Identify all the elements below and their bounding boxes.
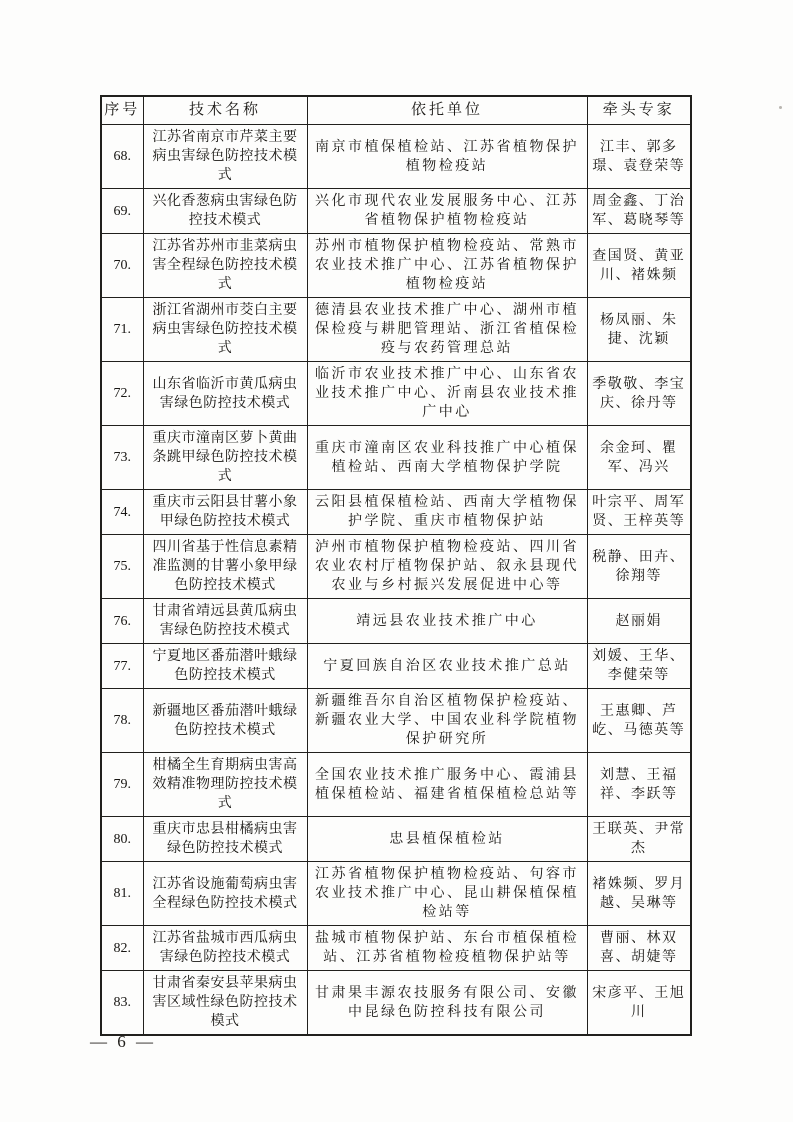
table-row — [101, 689, 691, 753]
table-row — [101, 926, 691, 971]
unit-cell: 德清县农业技术推广中心、湖州市植保检疫与耕肥管理站、浙江省植保检疫与农药管理总站 — [307, 298, 587, 362]
row-index-cell: 81. — [101, 862, 143, 926]
row-index-cell: 79. — [101, 753, 143, 817]
unit-cell: 泸州市植物保护植物检疫站、四川省农业农村厅植物保护站、叙永县现代农业与乡村振兴发展促进中心等 — [307, 535, 587, 599]
tech-name-cell: 重庆市云阳县甘薯小象甲绿色防控技术模式 — [143, 490, 307, 535]
table-row — [101, 753, 691, 817]
experts-cell: 江丰、郭多璟、袁登荣等 — [587, 125, 691, 189]
header-unit: 依托单位 — [307, 96, 587, 125]
experts-cell: 赵丽娟 — [587, 599, 691, 644]
table-row — [101, 362, 691, 426]
unit-cell: 云阳县植保植检站、西南大学植物保护学院、重庆市植物保护站 — [307, 490, 587, 535]
technology-roster-table — [100, 95, 692, 1036]
unit-cell: 南京市植保植检站、江苏省植物保护植物检疫站 — [307, 125, 587, 189]
unit-cell: 甘肃果丰源农技服务有限公司、安徽中昆绿色防控科技有限公司 — [307, 971, 587, 1036]
row-index-cell: 69. — [101, 189, 143, 234]
experts-cell: 褚姝频、罗月越、吴琳等 — [587, 862, 691, 926]
table-row — [101, 490, 691, 535]
unit-cell: 宁夏回族自治区农业技术推广总站 — [307, 644, 587, 689]
experts-cell: 周金鑫、丁治军、葛晓琴等 — [587, 189, 691, 234]
row-index-cell: 70. — [101, 234, 143, 298]
experts-cell: 宋彦平、王旭川 — [587, 971, 691, 1036]
table-row — [101, 189, 691, 234]
table-row — [101, 599, 691, 644]
row-index-cell: 83. — [101, 971, 143, 1036]
unit-cell: 苏州市植物保护植物检疫站、常熟市农业技术推广中心、江苏省植物保护植物检疫站 — [307, 234, 587, 298]
row-index-cell: 76. — [101, 599, 143, 644]
tech-name-cell: 兴化香葱病虫害绿色防控技术模式 — [143, 189, 307, 234]
scan-artifact-dot — [779, 106, 782, 109]
page-number: — 6 — — [90, 1032, 156, 1051]
table-row — [101, 125, 691, 189]
table-row — [101, 535, 691, 599]
tech-name-cell: 江苏省盐城市西瓜病虫害绿色防控技术模式 — [143, 926, 307, 971]
experts-cell: 杨凤丽、朱捷、沈颖 — [587, 298, 691, 362]
row-index-cell: 72. — [101, 362, 143, 426]
header-tech-name: 技术名称 — [143, 96, 307, 125]
row-index-cell: 82. — [101, 926, 143, 971]
experts-cell: 刘慧、王福祥、李跃等 — [587, 753, 691, 817]
experts-cell: 税静、田卉、徐翔等 — [587, 535, 691, 599]
row-index-cell: 74. — [101, 490, 143, 535]
tech-name-cell: 重庆市潼南区萝卜黄曲条跳甲绿色防控技术模式 — [143, 426, 307, 490]
tech-name-cell: 四川省基于性信息素精准监测的甘薯小象甲绿色防控技术模式 — [143, 535, 307, 599]
row-index-cell: 71. — [101, 298, 143, 362]
unit-cell: 忠县植保植检站 — [307, 817, 587, 862]
table-row — [101, 862, 691, 926]
tech-name-cell: 江苏省设施葡萄病虫害全程绿色防控技术模式 — [143, 862, 307, 926]
table-header-row — [101, 96, 691, 125]
table-row — [101, 817, 691, 862]
experts-cell: 季敬敬、李宝庆、徐丹等 — [587, 362, 691, 426]
tech-name-cell: 宁夏地区番茄潜叶蛾绿色防控技术模式 — [143, 644, 307, 689]
experts-cell: 曹丽、林双喜、胡婕等 — [587, 926, 691, 971]
header-experts: 牵头专家 — [587, 96, 691, 125]
unit-cell: 临沂市农业技术推广中心、山东省农业技术推广中心、沂南县农业技术推广中心 — [307, 362, 587, 426]
experts-cell: 叶宗平、周军贤、王梓英等 — [587, 490, 691, 535]
row-index-cell: 68. — [101, 125, 143, 189]
experts-cell: 刘媛、王华、李健荣等 — [587, 644, 691, 689]
table-row — [101, 971, 691, 1036]
tech-name-cell: 江苏省苏州市韭菜病虫害全程绿色防控技术模式 — [143, 234, 307, 298]
experts-cell: 查国贤、黄亚川、褚姝频 — [587, 234, 691, 298]
table-row — [101, 426, 691, 490]
unit-cell: 兴化市现代农业发展服务中心、江苏省植物保护植物检疫站 — [307, 189, 587, 234]
unit-cell: 江苏省植物保护植物检疫站、句容市农业技术推广中心、昆山耕保植保植检站等 — [307, 862, 587, 926]
table-row — [101, 234, 691, 298]
header-index: 序号 — [101, 96, 143, 125]
tech-name-cell: 甘肃省靖远县黄瓜病虫害绿色防控技术模式 — [143, 599, 307, 644]
experts-cell: 王惠卿、芦屹、马德英等 — [587, 689, 691, 753]
tech-name-cell: 浙江省湖州市茭白主要病虫害绿色防控技术模式 — [143, 298, 307, 362]
unit-cell: 全国农业技术推广服务中心、霞浦县植保植检站、福建省植保植检总站等 — [307, 753, 587, 817]
experts-cell: 王联英、尹常杰 — [587, 817, 691, 862]
unit-cell: 新疆维吾尔自治区植物保护检疫站、新疆农业大学、中国农业科学院植物保护研究所 — [307, 689, 587, 753]
tech-name-cell: 新疆地区番茄潜叶蛾绿色防控技术模式 — [143, 689, 307, 753]
unit-cell: 盐城市植物保护站、东台市植保植检站、江苏省植物检疫植物保护站等 — [307, 926, 587, 971]
tech-name-cell: 甘肃省秦安县苹果病虫害区域性绿色防控技术模式 — [143, 971, 307, 1036]
unit-cell: 重庆市潼南区农业科技推广中心植保植检站、西南大学植物保护学院 — [307, 426, 587, 490]
row-index-cell: 78. — [101, 689, 143, 753]
row-index-cell: 75. — [101, 535, 143, 599]
row-index-cell: 80. — [101, 817, 143, 862]
row-index-cell: 73. — [101, 426, 143, 490]
tech-name-cell: 柑橘全生育期病虫害高效精准物理防控技术模式 — [143, 753, 307, 817]
table-row — [101, 644, 691, 689]
unit-cell: 靖远县农业技术推广中心 — [307, 599, 587, 644]
row-index-cell: 77. — [101, 644, 143, 689]
experts-cell: 余金珂、瞿军、冯兴 — [587, 426, 691, 490]
table-row — [101, 298, 691, 362]
tech-name-cell: 江苏省南京市芹菜主要病虫害绿色防控技术模式 — [143, 125, 307, 189]
tech-name-cell: 山东省临沂市黄瓜病虫害绿色防控技术模式 — [143, 362, 307, 426]
tech-name-cell: 重庆市忠县柑橘病虫害绿色防控技术模式 — [143, 817, 307, 862]
